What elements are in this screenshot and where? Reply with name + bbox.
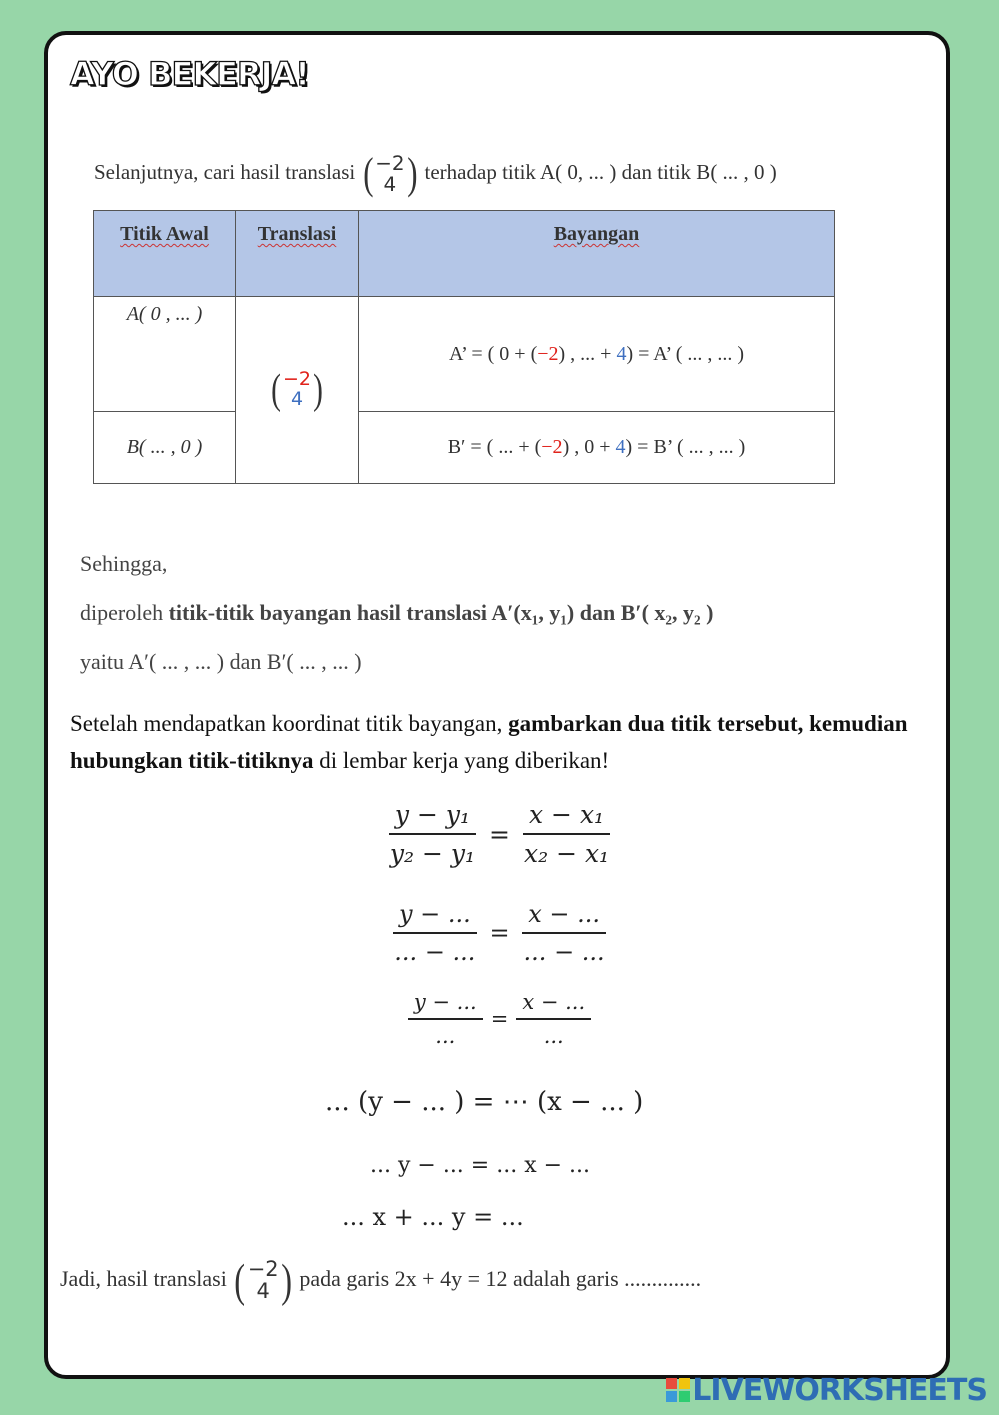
brand-logo: LIVEWORKSHEETS: [666, 1373, 987, 1408]
eq3-right-fraction: $\frac{x - ...}{...}$: [516, 990, 591, 1048]
cell-point-a: A( 0 , ... ): [94, 297, 236, 412]
table-header-row: [94, 211, 835, 297]
table-row: [94, 297, 835, 412]
equation-1: $\frac{\text{y − y₁}}{\text{y₂ − y₁}}$ = $\frac{\text{x − x₁}}{\text{x₂ − x₁}}$: [0, 800, 999, 868]
liveworksheets-logo-icon: [666, 1378, 690, 1402]
intro-suffix: terhadap titik A( 0, ... ) dan titik B( ... , 0 ): [424, 159, 777, 184]
sehingga-text: Sehingga,: [80, 551, 168, 576]
equation-4: ... (y − ... ) = ⋯ (x − ... ): [325, 1087, 644, 1117]
final-sentence: Jadi, hasil translasi ( −2 4 ) pada garis 2x + 4y = 12 adalah garis ..............: [60, 1255, 702, 1306]
cell-image-b: B′ = ( ... + (−2) , 0 + 4) = B’ ( ... , ... ): [359, 412, 835, 484]
equation-2: $\frac{y - ...}{... - ...}$ = $\frac{x - ...}{... - ...}$: [0, 900, 999, 966]
table-vector-top: −2: [282, 368, 311, 391]
equation-5: ... y − ... = ... x − ...: [370, 1153, 590, 1178]
table-vector-bottom: 4: [290, 388, 304, 410]
cell-translation: [236, 297, 359, 484]
eq2-right-fraction: $\frac{x - ...}{... - ...}$: [523, 900, 605, 966]
cell-point-b: B( ... , 0 ): [94, 412, 236, 484]
equation-3: $\frac{y - ...}{...}$ = $\frac{x - ...}{...}$: [0, 990, 999, 1048]
intro-translation-vector: ( −2 4 ): [362, 149, 418, 198]
table-translation-vector: ( −2 4 ): [271, 367, 323, 413]
header-titik-awal: Titik Awal: [94, 211, 236, 297]
header-bayangan: Bayangan: [359, 211, 835, 297]
intro-prefix: Selanjutnya, cari hasil translasi: [94, 159, 356, 184]
translation-table: [93, 210, 835, 484]
eq2-left-fraction: $\frac{y - ...}{... - ...}$: [394, 900, 476, 966]
intro-text: [94, 149, 777, 198]
intro-vector-bottom: 4: [383, 172, 397, 197]
final-translation-vector: ( −2 4 ): [234, 1255, 292, 1306]
page-title: AYO BEKERJA!: [70, 55, 309, 93]
eq1-right-fraction: $\frac{\text{x − x₁}}{\text{x₂ − x₁}}$: [524, 800, 610, 868]
yaitu-text: yaitu A′( ... , ... ) dan B′( ... , ... ): [80, 649, 362, 674]
cell-image-a: A’ = ( 0 + (−2) , ... + 4) = A’ ( ... , ... ): [359, 297, 835, 412]
table-row: [94, 412, 835, 484]
diperoleh-text: diperoleh titik-titik bayangan hasil translasi A′(x₁, y₁) dan B′( x₂, y₂ ): [80, 600, 714, 625]
eq1-left-fraction: $\frac{\text{y − y₁}}{\text{y₂ − y₁}}$: [389, 800, 476, 868]
instruction-text: Setelah mendapatkan koordinat titik bayangan, gambarkan dua titik tersebut, kemudian hubungkan titik-titiknya di lembar kerja yang diberikan!: [70, 711, 908, 773]
intro-vector-top: −2: [375, 151, 405, 176]
header-translasi: Translasi: [236, 211, 359, 297]
eq3-left-fraction: $\frac{y - ...}{...}$: [408, 990, 483, 1048]
equation-6: ... x + ... y = ...: [342, 1203, 524, 1231]
